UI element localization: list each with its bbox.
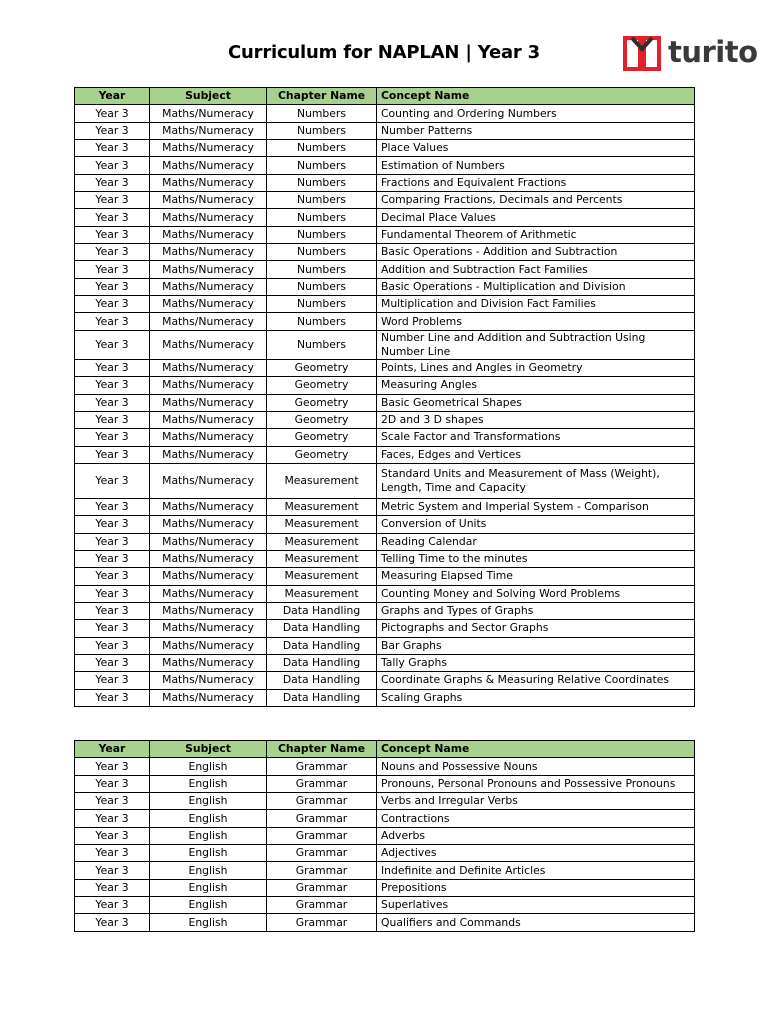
cell-subject: Maths/Numeracy <box>150 313 267 330</box>
english-curriculum-table <box>74 740 695 932</box>
cell-chapter-name: Numbers <box>267 313 377 330</box>
cell-concept-name: Word Problems <box>377 313 695 330</box>
cell-chapter-name: Measurement <box>267 585 377 602</box>
cell-subject: Maths/Numeracy <box>150 226 267 243</box>
cell-year: Year 3 <box>75 810 150 827</box>
cell-year: Year 3 <box>75 140 150 157</box>
cell-chapter-name: Numbers <box>267 192 377 209</box>
cell-concept-name: Telling Time to the minutes <box>377 550 695 567</box>
header-concept-name: Concept Name <box>377 741 695 758</box>
cell-chapter-name: Geometry <box>267 359 377 376</box>
cell-year: Year 3 <box>75 550 150 567</box>
cell-subject: Maths/Numeracy <box>150 533 267 550</box>
cell-year: Year 3 <box>75 862 150 879</box>
cell-chapter-name: Numbers <box>267 174 377 191</box>
cell-subject: English <box>150 827 267 844</box>
cell-subject: Maths/Numeracy <box>150 261 267 278</box>
cell-chapter-name: Measurement <box>267 568 377 585</box>
cell-concept-name: Scaling Graphs <box>377 689 695 706</box>
table-row <box>75 845 695 862</box>
cell-year: Year 3 <box>75 122 150 139</box>
cell-year: Year 3 <box>75 689 150 706</box>
cell-concept-name: Bar Graphs <box>377 637 695 654</box>
table-row <box>75 411 695 428</box>
table-row <box>75 602 695 619</box>
cell-subject: English <box>150 897 267 914</box>
cell-year: Year 3 <box>75 845 150 862</box>
cell-year: Year 3 <box>75 585 150 602</box>
table-row <box>75 278 695 295</box>
cell-year: Year 3 <box>75 533 150 550</box>
table-row <box>75 689 695 706</box>
table-row <box>75 897 695 914</box>
cell-chapter-name: Numbers <box>267 296 377 313</box>
cell-chapter-name: Grammar <box>267 879 377 896</box>
cell-chapter-name: Data Handling <box>267 637 377 654</box>
cell-year: Year 3 <box>75 411 150 428</box>
cell-chapter-name: Geometry <box>267 394 377 411</box>
cell-chapter-name: Numbers <box>267 244 377 261</box>
table-row <box>75 775 695 792</box>
cell-year: Year 3 <box>75 394 150 411</box>
cell-concept-name: Conversion of Units <box>377 516 695 533</box>
cell-subject: Maths/Numeracy <box>150 620 267 637</box>
cell-subject: English <box>150 914 267 931</box>
cell-subject: Maths/Numeracy <box>150 140 267 157</box>
cell-year: Year 3 <box>75 226 150 243</box>
cell-chapter-name: Numbers <box>267 278 377 295</box>
table-row <box>75 637 695 654</box>
cell-chapter-name: Measurement <box>267 498 377 515</box>
cell-concept-name: Points, Lines and Angles in Geometry <box>377 359 695 376</box>
cell-concept-name: Counting and Ordering Numbers <box>377 105 695 122</box>
cell-subject: Maths/Numeracy <box>150 550 267 567</box>
cell-concept-name: Nouns and Possessive Nouns <box>377 758 695 775</box>
cell-chapter-name: Geometry <box>267 377 377 394</box>
cell-subject: Maths/Numeracy <box>150 105 267 122</box>
cell-concept-name: Addition and Subtraction Fact Families <box>377 261 695 278</box>
cell-concept-name: Prepositions <box>377 879 695 896</box>
cell-chapter-name: Grammar <box>267 845 377 862</box>
cell-subject: Maths/Numeracy <box>150 654 267 671</box>
cell-year: Year 3 <box>75 209 150 226</box>
table-row <box>75 296 695 313</box>
cell-chapter-name: Data Handling <box>267 620 377 637</box>
header-subject: Subject <box>150 741 267 758</box>
table-row <box>75 394 695 411</box>
table-row <box>75 209 695 226</box>
cell-chapter-name: Grammar <box>267 827 377 844</box>
cell-year: Year 3 <box>75 446 150 463</box>
cell-concept-name: Decimal Place Values <box>377 209 695 226</box>
cell-subject: Maths/Numeracy <box>150 359 267 376</box>
cell-concept-name: Qualifiers and Commands <box>377 914 695 931</box>
cell-chapter-name: Measurement <box>267 533 377 550</box>
cell-chapter-name: Numbers <box>267 157 377 174</box>
table-row <box>75 516 695 533</box>
cell-concept-name: Coordinate Graphs & Measuring Relative Coordinates <box>377 672 695 689</box>
cell-year: Year 3 <box>75 620 150 637</box>
cell-concept-name: Basic Geometrical Shapes <box>377 394 695 411</box>
cell-chapter-name: Measurement <box>267 463 377 498</box>
cell-year: Year 3 <box>75 654 150 671</box>
cell-chapter-name: Data Handling <box>267 602 377 619</box>
cell-subject: English <box>150 810 267 827</box>
cell-chapter-name: Data Handling <box>267 689 377 706</box>
table-row <box>75 672 695 689</box>
cell-subject: Maths/Numeracy <box>150 296 267 313</box>
table-row <box>75 140 695 157</box>
cell-subject: Maths/Numeracy <box>150 429 267 446</box>
turito-logo <box>622 32 758 72</box>
cell-chapter-name: Numbers <box>267 122 377 139</box>
cell-year: Year 3 <box>75 359 150 376</box>
cell-chapter-name: Data Handling <box>267 654 377 671</box>
cell-concept-name: Superlatives <box>377 897 695 914</box>
table-row <box>75 620 695 637</box>
table-row <box>75 313 695 330</box>
table-row <box>75 568 695 585</box>
cell-concept-name: Indefinite and Definite Articles <box>377 862 695 879</box>
page-title: Curriculum for NAPLAN | Year 3 <box>228 42 540 63</box>
cell-concept-name: Basic Operations - Multiplication and Division <box>377 278 695 295</box>
cell-chapter-name: Numbers <box>267 330 377 359</box>
cell-subject: Maths/Numeracy <box>150 585 267 602</box>
english-table-body <box>75 758 695 931</box>
header-year: Year <box>75 741 150 758</box>
table-row <box>75 862 695 879</box>
cell-concept-name: Basic Operations - Addition and Subtraction <box>377 244 695 261</box>
cell-year: Year 3 <box>75 827 150 844</box>
cell-concept-name: Scale Factor and Transformations <box>377 429 695 446</box>
cell-subject: Maths/Numeracy <box>150 568 267 585</box>
cell-chapter-name: Geometry <box>267 411 377 428</box>
cell-year: Year 3 <box>75 330 150 359</box>
cell-concept-name: Fractions and Equivalent Fractions <box>377 174 695 191</box>
cell-chapter-name: Data Handling <box>267 672 377 689</box>
cell-year: Year 3 <box>75 516 150 533</box>
cell-subject: Maths/Numeracy <box>150 209 267 226</box>
cell-subject: Maths/Numeracy <box>150 637 267 654</box>
cell-year: Year 3 <box>75 377 150 394</box>
cell-concept-name: Adverbs <box>377 827 695 844</box>
table-row <box>75 174 695 191</box>
cell-chapter-name: Numbers <box>267 226 377 243</box>
cell-concept-name: Measuring Elapsed Time <box>377 568 695 585</box>
cell-subject: Maths/Numeracy <box>150 244 267 261</box>
cell-year: Year 3 <box>75 637 150 654</box>
table-row <box>75 157 695 174</box>
table-row <box>75 192 695 209</box>
cell-chapter-name: Grammar <box>267 758 377 775</box>
cell-subject: Maths/Numeracy <box>150 516 267 533</box>
table-row <box>75 498 695 515</box>
cell-subject: Maths/Numeracy <box>150 174 267 191</box>
cell-concept-name: Faces, Edges and Vertices <box>377 446 695 463</box>
cell-concept-name: Tally Graphs <box>377 654 695 671</box>
cell-subject: English <box>150 862 267 879</box>
cell-year: Year 3 <box>75 498 150 515</box>
cell-concept-name: Counting Money and Solving Word Problems <box>377 585 695 602</box>
cell-subject: Maths/Numeracy <box>150 278 267 295</box>
table-row <box>75 654 695 671</box>
cell-year: Year 3 <box>75 174 150 191</box>
book-icon <box>622 33 662 71</box>
logo-text: turito <box>668 34 758 69</box>
cell-year: Year 3 <box>75 105 150 122</box>
cell-year: Year 3 <box>75 278 150 295</box>
table-header-row <box>75 741 695 758</box>
cell-year: Year 3 <box>75 261 150 278</box>
cell-chapter-name: Numbers <box>267 209 377 226</box>
cell-year: Year 3 <box>75 897 150 914</box>
cell-subject: English <box>150 775 267 792</box>
cell-concept-name: Metric System and Imperial System - Comparison <box>377 498 695 515</box>
cell-concept-name: Pictographs and Sector Graphs <box>377 620 695 637</box>
maths-table-body <box>75 105 695 707</box>
table-row <box>75 226 695 243</box>
maths-curriculum-table <box>74 87 695 707</box>
table-row <box>75 810 695 827</box>
table-row <box>75 463 695 498</box>
cell-subject: Maths/Numeracy <box>150 689 267 706</box>
cell-concept-name: Standard Units and Measurement of Mass (Weight), Length, Time and Capacity <box>377 463 695 498</box>
table-row <box>75 429 695 446</box>
cell-subject: Maths/Numeracy <box>150 377 267 394</box>
cell-year: Year 3 <box>75 313 150 330</box>
cell-concept-name: Estimation of Numbers <box>377 157 695 174</box>
table-row <box>75 585 695 602</box>
cell-chapter-name: Numbers <box>267 140 377 157</box>
cell-concept-name: Number Line and Addition and Subtraction Using Number Line <box>377 330 695 359</box>
header-concept-name: Concept Name <box>377 88 695 105</box>
header-chapter-name: Chapter Name <box>267 88 377 105</box>
cell-concept-name: Pronouns, Personal Pronouns and Possessive Pronouns <box>377 775 695 792</box>
cell-year: Year 3 <box>75 758 150 775</box>
cell-year: Year 3 <box>75 429 150 446</box>
cell-chapter-name: Grammar <box>267 810 377 827</box>
cell-subject: English <box>150 879 267 896</box>
cell-year: Year 3 <box>75 879 150 896</box>
table-row <box>75 914 695 931</box>
cell-year: Year 3 <box>75 602 150 619</box>
cell-subject: Maths/Numeracy <box>150 330 267 359</box>
cell-year: Year 3 <box>75 775 150 792</box>
cell-subject: Maths/Numeracy <box>150 157 267 174</box>
cell-subject: Maths/Numeracy <box>150 394 267 411</box>
table-row <box>75 244 695 261</box>
table-row <box>75 827 695 844</box>
cell-subject: Maths/Numeracy <box>150 463 267 498</box>
cell-subject: Maths/Numeracy <box>150 602 267 619</box>
table-row <box>75 550 695 567</box>
table-row <box>75 105 695 122</box>
cell-concept-name: Reading Calendar <box>377 533 695 550</box>
cell-concept-name: Comparing Fractions, Decimals and Percents <box>377 192 695 209</box>
table-header-row <box>75 88 695 105</box>
header-year: Year <box>75 88 150 105</box>
cell-concept-name: Adjectives <box>377 845 695 862</box>
table-row <box>75 758 695 775</box>
table-row <box>75 330 695 359</box>
cell-year: Year 3 <box>75 192 150 209</box>
cell-year: Year 3 <box>75 157 150 174</box>
cell-concept-name: Graphs and Types of Graphs <box>377 602 695 619</box>
cell-subject: English <box>150 845 267 862</box>
cell-chapter-name: Grammar <box>267 862 377 879</box>
table-row <box>75 793 695 810</box>
table-row <box>75 122 695 139</box>
cell-year: Year 3 <box>75 568 150 585</box>
cell-chapter-name: Geometry <box>267 446 377 463</box>
table-row <box>75 261 695 278</box>
cell-chapter-name: Geometry <box>267 429 377 446</box>
table-row <box>75 359 695 376</box>
cell-year: Year 3 <box>75 672 150 689</box>
cell-chapter-name: Numbers <box>267 105 377 122</box>
cell-chapter-name: Numbers <box>267 261 377 278</box>
table-row <box>75 446 695 463</box>
cell-year: Year 3 <box>75 244 150 261</box>
cell-year: Year 3 <box>75 793 150 810</box>
cell-chapter-name: Grammar <box>267 914 377 931</box>
cell-chapter-name: Grammar <box>267 793 377 810</box>
cell-year: Year 3 <box>75 463 150 498</box>
cell-chapter-name: Measurement <box>267 516 377 533</box>
cell-concept-name: Contractions <box>377 810 695 827</box>
cell-subject: Maths/Numeracy <box>150 498 267 515</box>
cell-concept-name: Place Values <box>377 140 695 157</box>
table-row <box>75 377 695 394</box>
cell-concept-name: Verbs and Irregular Verbs <box>377 793 695 810</box>
cell-subject: Maths/Numeracy <box>150 122 267 139</box>
cell-concept-name: Number Patterns <box>377 122 695 139</box>
cell-chapter-name: Grammar <box>267 897 377 914</box>
cell-subject: English <box>150 758 267 775</box>
cell-year: Year 3 <box>75 296 150 313</box>
table-row <box>75 879 695 896</box>
cell-concept-name: Measuring Angles <box>377 377 695 394</box>
cell-subject: English <box>150 793 267 810</box>
cell-year: Year 3 <box>75 914 150 931</box>
cell-subject: Maths/Numeracy <box>150 411 267 428</box>
cell-concept-name: 2D and 3 D shapes <box>377 411 695 428</box>
cell-concept-name: Fundamental Theorem of Arithmetic <box>377 226 695 243</box>
cell-concept-name: Multiplication and Division Fact Families <box>377 296 695 313</box>
cell-subject: Maths/Numeracy <box>150 192 267 209</box>
cell-chapter-name: Grammar <box>267 775 377 792</box>
cell-subject: Maths/Numeracy <box>150 672 267 689</box>
cell-subject: Maths/Numeracy <box>150 446 267 463</box>
header-subject: Subject <box>150 88 267 105</box>
cell-chapter-name: Measurement <box>267 550 377 567</box>
table-row <box>75 533 695 550</box>
header-chapter-name: Chapter Name <box>267 741 377 758</box>
